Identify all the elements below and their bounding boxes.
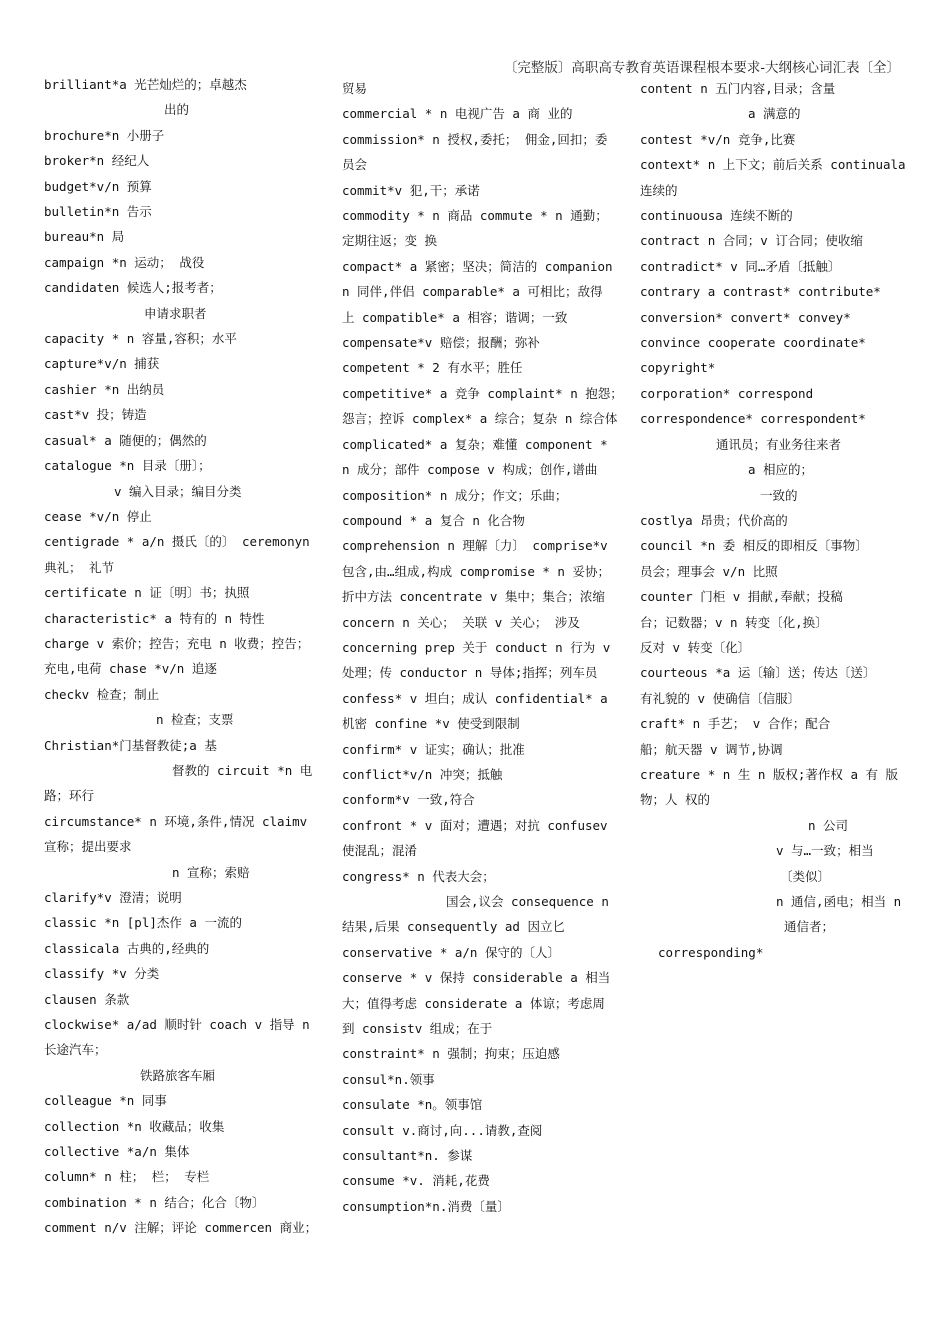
vocab-entry-line: competitive* a 竞争 complaint* n 抱怨； <box>342 385 623 401</box>
vocab-entry-line: convince cooperate coordinate* <box>640 335 866 351</box>
vocab-entry-line: counter 门柜 v 捐献,奉献；投稿 <box>640 589 843 605</box>
vocab-entry-line: collection *n 收藏品；收集 <box>44 1118 225 1134</box>
vocab-entry-line: column* n 柱； 栏； 专栏 <box>44 1169 210 1185</box>
vocab-entry-line: 物；人 权的 <box>640 792 711 808</box>
vocab-entry-line: n 检查；支票 <box>156 712 234 728</box>
vocab-entry-line: conservative * a/n 保守的〔人〕 <box>342 944 560 960</box>
vocab-column-3 <box>640 76 906 965</box>
vocab-entry-line: certificate n 证〔明〕书；执照 <box>44 585 250 601</box>
vocab-entry-line: comprehension n 理解〔力〕 comprise*v <box>342 538 608 554</box>
page-title: 〔完整版〕高职高专教育英语课程根本要求-大纲核心词汇表〔全〕 <box>503 60 900 76</box>
vocab-entry-line: 宣称；提出要求 <box>44 839 132 855</box>
vocab-entry-line: budget*v/n 预算 <box>44 178 152 194</box>
vocab-entry-line: 出的 <box>164 102 190 118</box>
vocab-entry-line: brochure*n 小册子 <box>44 127 165 143</box>
vocab-entry-line: 〔类似〕 <box>780 868 831 884</box>
vocab-entry-line: bureau*n 局 <box>44 229 125 245</box>
vocab-entry-line: 处理；传 conductor n 导体;指挥；列车员 <box>342 665 598 681</box>
vocab-entry-line: complicated* a 复杂；难懂 component * <box>342 436 608 452</box>
vocab-entry-line: combination * n 结合；化合〔物〕 <box>44 1194 265 1210</box>
vocab-entry-line: 申请求职者 <box>144 305 207 321</box>
vocab-entry-line: consultant*n. 参谋 <box>342 1148 473 1164</box>
vocab-entry-line: corporation* correspond <box>640 385 814 401</box>
vocab-entry-line: confirm* v 证实；确认；批准 <box>342 741 525 757</box>
vocab-entry-line: 有礼貌的 v 使确信〔信服〕 <box>640 690 801 706</box>
vocab-entry-line: 员会；理事会 v/n 比照 <box>640 563 778 579</box>
vocab-entry-line: 贸易 <box>342 81 368 96</box>
vocab-entry-line: centigrade * a/n 摄氏〔的〕 ceremonyn <box>44 534 310 550</box>
vocab-entry-line: casual* a 随便的；偶然的 <box>44 432 207 448</box>
vocab-entry-line: 路；环行 <box>44 788 95 804</box>
vocab-entry-line: classicala 古典的,经典的 <box>44 940 210 956</box>
vocab-entry-line: courteous *a 运〔输〕送；传达〔送〕 <box>640 665 876 681</box>
vocab-entry-line: contrary a contrast* contribute* <box>640 284 881 300</box>
vocab-entry-line: commit*v 犯,干；承诺 <box>342 182 480 198</box>
vocab-entry-line: conform*v 一致,符合 <box>342 792 475 808</box>
vocab-entry-line: commercial * n 电视广告 a 商 业的 <box>342 106 573 122</box>
vocab-entry-line: conflict*v/n 冲突；抵触 <box>342 766 503 782</box>
vocab-entry-line: classify *v 分类 <box>44 966 160 982</box>
vocab-entry-line: contradict* v 同…矛盾〔抵触〕 <box>640 258 841 274</box>
vocab-entry-line: 定期往返；变 换 <box>342 233 438 249</box>
vocab-entry-line: compound * a 复合 n 化合物 <box>342 512 525 528</box>
vocab-entry-line: compact* a 紧密；坚决；简洁的 companion <box>342 258 613 274</box>
vocab-entry-line: 大；值得考虑 considerate a 体谅；考虑周 <box>342 995 605 1011</box>
vocab-entry-line: consul*n.领事 <box>342 1071 435 1087</box>
vocab-entry-line: correspondence* correspondent* <box>640 411 866 427</box>
vocab-entry-line: comment n/v 注解；评论 commercen 商业； <box>44 1220 318 1236</box>
vocab-column-2 <box>342 76 623 1219</box>
vocab-entry-line: catalogue *n 目录〔册〕； <box>44 458 211 474</box>
vocab-entry-line: capture*v/n 捕获 <box>44 356 160 372</box>
vocab-entry-line: 一致的 <box>760 487 798 503</box>
vocab-entry-line: costlya 昂贵；代价高的 <box>640 512 788 528</box>
vocab-entry-line: conserve * v 保持 considerable a 相当 <box>342 970 611 986</box>
vocab-entry-line: 连续的 <box>640 182 678 198</box>
vocab-entry-line: n 宣称；索赔 <box>172 864 250 880</box>
vocab-entry-line: collective *a/n 集体 <box>44 1144 190 1160</box>
vocab-entry-line: Christian*门基督教徒;a 基 <box>44 737 217 753</box>
vocab-entry-line: council *n 委 相反的即相反〔事物〕 <box>640 538 868 554</box>
vocab-entry-line: commission* n 授权,委托； 佣金,回扣；委 <box>342 131 608 147</box>
vocab-entry-line: cease *v/n 停止 <box>44 508 152 524</box>
vocab-entry-line: capacity * n 容量,容积；水平 <box>44 331 237 347</box>
vocab-entry-line: clarify*v 澄清；说明 <box>44 890 182 905</box>
vocab-entry-line: circumstance* n 环境,条件,情况 claimv <box>44 813 308 829</box>
vocab-entry-line: checkv 检查；制止 <box>44 686 160 702</box>
vocab-entry-line: contract n 合同；v 订合同；使收缩 <box>640 233 863 249</box>
vocab-entry-line: conversion* convert* convey* <box>640 309 851 325</box>
vocab-entry-line: congress* n 代表大会； <box>342 868 495 884</box>
vocab-column-1 <box>44 72 316 1241</box>
vocab-entry-line: concern n 关心； 关联 v 关心； 涉及 <box>342 614 580 630</box>
vocab-entry-line: creature * n 生 n 版权;著作权 a 有 版 <box>640 766 899 782</box>
vocab-entry-line: constraint* n 强制；拘束；压迫感 <box>342 1046 560 1062</box>
vocab-entry-line: 员会 <box>342 157 368 173</box>
vocab-entry-line: commodity * n 商品 commute * n 通勤； <box>342 208 608 224</box>
vocab-entry-line: copyright* <box>640 360 716 376</box>
vocab-entry-line: clockwise* a/ad 顺时针 coach v 指导 n <box>44 1017 310 1033</box>
vocab-entry-line: 充电,电荷 chase *v/n 追逐 <box>44 661 217 677</box>
vocab-entry-line: n 通信,函电；相当 n <box>776 894 902 909</box>
vocab-entry-line: 台；记数器；v n 转变〔化,换〕 <box>640 614 828 630</box>
vocab-entry-line: 包含,由…组成,构成 compromise * n 妥协； <box>342 563 610 579</box>
vocab-entry-line: concerning prep 关于 conduct n 行为 v <box>342 639 611 655</box>
vocab-entry-line: confess* v 坦白；成认 confidential* a <box>342 690 608 706</box>
vocab-entry-line: 使混乱；混淆 <box>342 843 418 859</box>
vocab-entry-line: cashier *n 出纳员 <box>44 381 165 397</box>
vocab-entry-line: contest *v/n 竞争,比赛 <box>640 131 796 147</box>
vocab-entry-line: composition* n 成分；作文；乐曲； <box>342 487 568 503</box>
vocab-entry-line: classic *n [pl]杰作 a 一流的 <box>44 915 242 931</box>
vocab-entry-line: consumption*n.消费〔量〕 <box>342 1198 510 1214</box>
vocab-entry-line: a 满意的 <box>748 106 801 122</box>
vocab-entry-line: 上 compatible* a 相容；谐调；一致 <box>342 309 568 325</box>
vocab-entry-line: 怨言；控诉 complex* a 综合；复杂 n 综合体 <box>342 411 618 427</box>
vocab-entry-line: 通讯员；有业务往来者 <box>716 436 842 452</box>
vocab-entry-line: campaign *n 运动； 战役 <box>44 254 205 270</box>
vocab-entry-line: corresponding* <box>658 944 764 960</box>
vocab-entry-line: confront * v 面对；遭遇；对抗 confusev <box>342 817 608 833</box>
vocab-entry-line: 通信者； <box>784 919 835 935</box>
vocab-entry-line: 反对 v 转变〔化〕 <box>640 639 751 655</box>
vocab-entry-line: consult v.商讨,向...请教,查阅 <box>342 1122 543 1138</box>
vocab-entry-line: compensate*v 赔偿；报酬；弥补 <box>342 335 540 351</box>
vocab-entry-line: content n 五门内容,目录；含量 <box>640 81 836 96</box>
vocab-entry-line: v 编入目录；编目分类 <box>114 483 242 499</box>
vocab-entry-line: 督教的 circuit *n 电 <box>172 762 313 778</box>
vocab-entry-line: 船；航天器 v 调节,协调 <box>640 741 783 757</box>
vocab-entry-line: broker*n 经纪人 <box>44 153 150 169</box>
vocab-entry-line: competent * 2 有水平；胜任 <box>342 360 523 376</box>
vocab-entry-line: 折中方法 concentrate v 集中；集合；浓缩 <box>342 589 605 605</box>
vocab-entry-line: candidaten 候选人;报考者； <box>44 280 222 296</box>
vocab-entry-line: consume *v. 消耗,花费 <box>342 1173 490 1189</box>
vocab-entry-line: 结果,后果 consequently ad 因立匕 <box>342 919 565 935</box>
vocab-entry-line: colleague *n 同事 <box>44 1093 167 1109</box>
vocab-entry-line: n 同伴,伴侣 comparable* a 可相比；敌得 <box>342 284 603 300</box>
vocab-entry-line: n 成分；部件 compose v 构成；创作,谱曲 <box>342 462 598 478</box>
vocab-entry-line: 国会,议会 consequence n <box>446 894 609 909</box>
vocab-entry-line: brilliant*a 光芒灿烂的；卓越杰 <box>44 77 247 92</box>
vocab-entry-line: characteristic* a 特有的 n 特性 <box>44 610 265 626</box>
vocab-entry-line: v 与…一致；相当 <box>776 843 874 859</box>
vocab-entry-line: a 相应的； <box>748 462 814 478</box>
vocab-entry-line: 铁路旅客车厢 <box>140 1067 216 1083</box>
vocab-entry-line: cast*v 投；铸造 <box>44 407 147 423</box>
vocab-entry-line: continuousa 连续不断的 <box>640 208 793 224</box>
vocab-entry-line: 长途汽车； <box>44 1042 107 1058</box>
vocab-entry-line: context* n 上下文；前后关系 continuala <box>640 157 906 173</box>
vocab-entry-line: bulletin*n 告示 <box>44 204 152 220</box>
vocab-entry-line: consulate *n。领事馆 <box>342 1097 483 1113</box>
vocab-entry-line: 典礼； 礼节 <box>44 559 115 575</box>
vocab-entry-line: charge v 索价；控告；充电 n 收费；控告； <box>44 635 310 651</box>
vocab-entry-line: 机密 confine *v 使受到限制 <box>342 716 520 732</box>
vocab-entry-line: n 公司 <box>808 817 849 833</box>
vocab-entry-line: 到 consistv 组成；在于 <box>342 1021 493 1037</box>
vocab-entry-line: clausen 条款 <box>44 991 130 1007</box>
vocab-entry-line: craft* n 手艺； v 合作；配合 <box>640 716 831 732</box>
